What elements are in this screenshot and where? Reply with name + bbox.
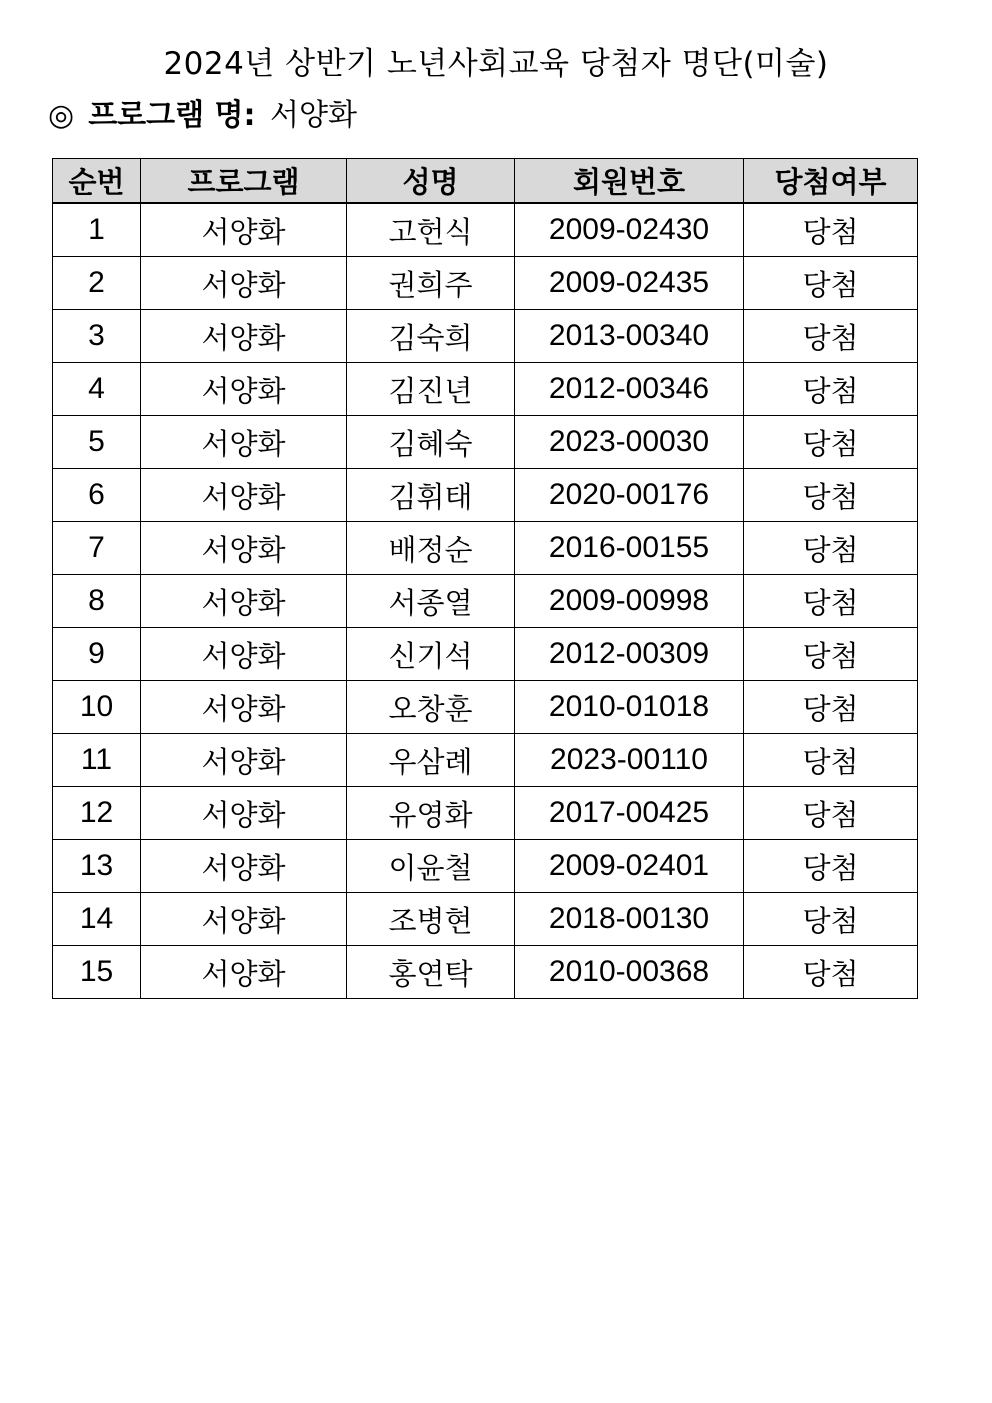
member-id-cell: 2009-02435 <box>515 257 744 310</box>
result-cell: 당첨 <box>744 416 918 469</box>
row-number: 12 <box>53 787 141 840</box>
program-cell: 서양화 <box>141 310 347 363</box>
program-cell: 서양화 <box>141 734 347 787</box>
table-row <box>53 840 918 893</box>
name-cell: 유영화 <box>347 787 515 840</box>
member-id-cell: 2013-00340 <box>515 310 744 363</box>
table-header-row <box>53 159 918 204</box>
table-row <box>53 628 918 681</box>
name-cell: 오창훈 <box>347 681 515 734</box>
winners-table-body <box>53 203 918 999</box>
result-cell: 당첨 <box>744 734 918 787</box>
name-cell: 고헌식 <box>347 203 515 257</box>
name-cell: 김진년 <box>347 363 515 416</box>
row-number: 13 <box>53 840 141 893</box>
table-row <box>53 469 918 522</box>
result-cell: 당첨 <box>744 203 918 257</box>
program-name-line <box>48 92 357 140</box>
member-id-cell: 2023-00030 <box>515 416 744 469</box>
name-cell: 신기석 <box>347 628 515 681</box>
program-cell: 서양화 <box>141 628 347 681</box>
row-number: 14 <box>53 893 141 946</box>
table-row <box>53 893 918 946</box>
result-cell: 당첨 <box>744 893 918 946</box>
column-header-name: 성명 <box>347 159 515 204</box>
program-cell: 서양화 <box>141 522 347 575</box>
row-number: 4 <box>53 363 141 416</box>
member-id-cell: 2023-00110 <box>515 734 744 787</box>
row-number: 7 <box>53 522 141 575</box>
name-cell: 이윤철 <box>347 840 515 893</box>
row-number: 9 <box>53 628 141 681</box>
result-cell: 당첨 <box>744 522 918 575</box>
table-row <box>53 734 918 787</box>
row-number: 3 <box>53 310 141 363</box>
name-cell: 권희주 <box>347 257 515 310</box>
program-cell: 서양화 <box>141 681 347 734</box>
program-cell: 서양화 <box>141 469 347 522</box>
name-cell: 우삼례 <box>347 734 515 787</box>
row-number: 15 <box>53 946 141 999</box>
row-number: 8 <box>53 575 141 628</box>
member-id-cell: 2009-02401 <box>515 840 744 893</box>
member-id-cell: 2010-01018 <box>515 681 744 734</box>
result-cell: 당첨 <box>744 840 918 893</box>
name-cell: 홍연탁 <box>347 946 515 999</box>
name-cell: 김휘태 <box>347 469 515 522</box>
document-title: 2024년 상반기 노년사회교육 당첨자 명단(미술) <box>163 46 829 82</box>
result-cell: 당첨 <box>744 681 918 734</box>
program-cell: 서양화 <box>141 363 347 416</box>
program-cell: 서양화 <box>141 416 347 469</box>
member-id-cell: 2017-00425 <box>515 787 744 840</box>
member-id-cell: 2018-00130 <box>515 893 744 946</box>
table-row <box>53 522 918 575</box>
member-id-cell: 2016-00155 <box>515 522 744 575</box>
result-cell: 당첨 <box>744 310 918 363</box>
table-row <box>53 310 918 363</box>
name-cell: 조병현 <box>347 893 515 946</box>
table-row <box>53 787 918 840</box>
table-row <box>53 203 918 257</box>
name-cell: 김숙희 <box>347 310 515 363</box>
result-cell: 당첨 <box>744 469 918 522</box>
name-cell: 서종열 <box>347 575 515 628</box>
row-number: 5 <box>53 416 141 469</box>
program-cell: 서양화 <box>141 840 347 893</box>
result-cell: 당첨 <box>744 946 918 999</box>
program-cell: 서양화 <box>141 203 347 257</box>
member-id-cell: 2020-00176 <box>515 469 744 522</box>
table-row <box>53 363 918 416</box>
table-row <box>53 575 918 628</box>
program-cell: 서양화 <box>141 893 347 946</box>
row-number: 11 <box>53 734 141 787</box>
row-number: 6 <box>53 469 141 522</box>
member-id-cell: 2010-00368 <box>515 946 744 999</box>
result-cell: 당첨 <box>744 575 918 628</box>
column-header-program: 프로그램 <box>141 159 347 204</box>
table-row <box>53 416 918 469</box>
table-row <box>53 681 918 734</box>
row-number: 1 <box>53 203 141 257</box>
program-cell: 서양화 <box>141 257 347 310</box>
member-id-cell: 2012-00309 <box>515 628 744 681</box>
column-header-number: 순번 <box>53 159 141 204</box>
winners-table <box>52 158 918 999</box>
table-row <box>53 257 918 310</box>
name-cell: 김혜숙 <box>347 416 515 469</box>
program-name: 서양화 <box>269 98 357 133</box>
program-cell: 서양화 <box>141 787 347 840</box>
row-number: 10 <box>53 681 141 734</box>
table-row <box>53 946 918 999</box>
column-header-member-id: 회원번호 <box>515 159 744 204</box>
result-cell: 당첨 <box>744 787 918 840</box>
member-id-cell: 2009-02430 <box>515 203 744 257</box>
member-id-cell: 2009-00998 <box>515 575 744 628</box>
member-id-cell: 2012-00346 <box>515 363 744 416</box>
name-cell: 배정순 <box>347 522 515 575</box>
program-cell: 서양화 <box>141 575 347 628</box>
program-label: 프로그램 명: <box>88 98 256 133</box>
double-circle-icon: ◎ <box>48 98 75 133</box>
result-cell: 당첨 <box>744 628 918 681</box>
row-number: 2 <box>53 257 141 310</box>
program-cell: 서양화 <box>141 946 347 999</box>
result-cell: 당첨 <box>744 363 918 416</box>
result-cell: 당첨 <box>744 257 918 310</box>
column-header-result: 당첨여부 <box>744 159 918 204</box>
